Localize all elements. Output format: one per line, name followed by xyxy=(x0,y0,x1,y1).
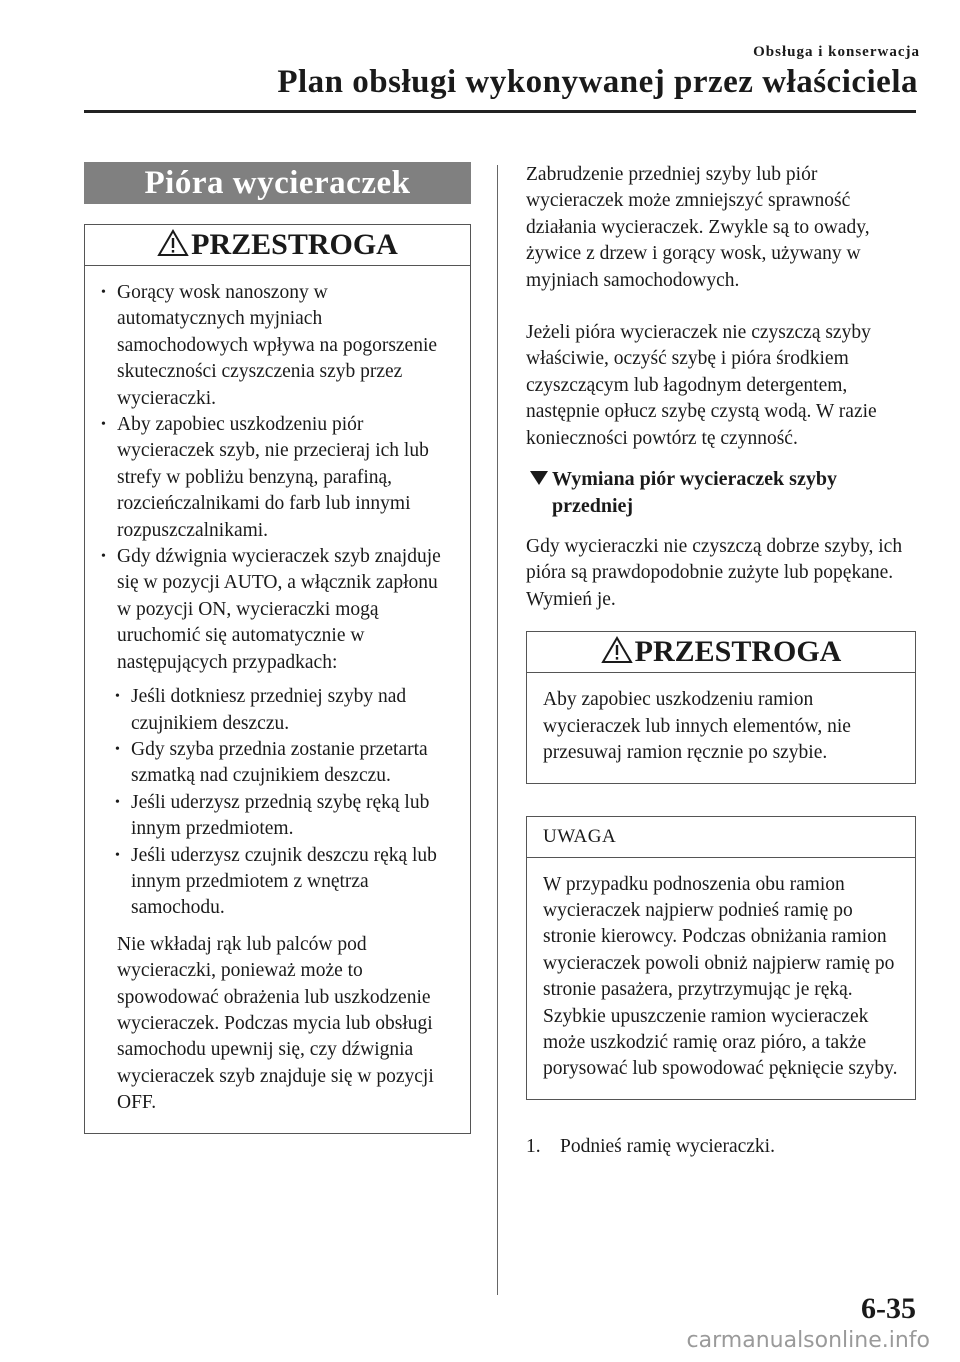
step-1 xyxy=(526,1134,916,1160)
caution-body xyxy=(85,266,470,1133)
caution-heading-text: PRZESTROGA xyxy=(191,228,398,261)
paragraph-replace: Gdy wycieraczki nie czyszczą dobrze szyby, ich pióra są prawdopodobnie zużyte lub popękane. xyxy=(526,536,903,584)
note-body: W przypadku podnoszenia obu ramion wycieraczek najpierw podnieś ramię po stronie kierowcy. Podczas obniżania ramion wycieraczek powoli obniż najpierw ramię po stronie pasażera, przytrzymując je ręką. Szybkie upuszczenie ramion wycieraczek może uszkodzić ramię oraz pióro, a także porysować lub spowodować pęknięcie szyby. xyxy=(543,873,898,1080)
warning-icon xyxy=(157,229,189,257)
caution-heading-2 xyxy=(527,632,915,673)
caution-bullet: • Gorący wosk nanoszony w automatycznych myjniach samochodowych wpływa na pogorszenie skuteczności czyszczenia szyb przez wycieraczki. xyxy=(101,280,456,412)
watermark: carmanualsonline.info xyxy=(686,1328,930,1353)
triangle-bullet-icon xyxy=(526,466,552,486)
paragraph-replace-short: Wymień je. xyxy=(526,588,616,610)
sub-bullet: • Gdy szyba przednia zostanie przetarta szmatką nad czujnikiem deszczu. xyxy=(115,737,456,790)
header-rule xyxy=(84,110,916,113)
caution-heading-text-2: PRZESTROGA xyxy=(634,635,842,669)
paragraph-cleaning: Jeżeli pióra wycieraczek nie czyszczą szyby właściwie, oczyść szybę i pióra środkiem czyszczącym lub łagodnym detergentem, następnie opłucz szybę czystą wodą. W razie konieczności powtórz tę czynność. xyxy=(526,322,877,449)
step-text: Podnieś ramię wycieraczki. xyxy=(560,1135,775,1157)
step-number: 1. xyxy=(526,1135,541,1157)
page-header xyxy=(0,0,960,120)
sub-bullet: • Jeśli dotkniesz przedniej szyby nad czujnikiem deszczu. xyxy=(115,684,456,737)
sub-bullet: • Jeśli uderzysz czujnik deszczu ręką lub innym przedmiotem z wnętrza samochodu. xyxy=(115,843,456,922)
section-title: Pióra wycieraczek xyxy=(84,162,471,204)
caution-bullet: • Aby zapobiec uszkodzeniu piór wycieraczek szyb, nie przecieraj ich lub strefy w pobliżu benzyną, parafiną, rozcieńczalnikami do farb lub innymi rozpuszczalnikami. xyxy=(101,412,456,544)
warning-icon xyxy=(601,636,633,664)
sub-bullet-list xyxy=(115,684,456,922)
caution-box-2 xyxy=(526,631,916,783)
subheading xyxy=(526,466,916,520)
note-box xyxy=(526,816,916,1100)
right-column xyxy=(526,162,916,1160)
caution-closing: Nie wkładaj rąk lub palców pod wycieraczki, ponieważ może to spowodować obrażenia lub uszkodzenie wycieraczek. Podczas mycia lub obsługi samochodu upewnij się, czy dźwignia wycieraczek szyb znajduje się w pozycji OFF. xyxy=(117,933,434,1114)
sub-bullet: • Jeśli uderzysz przednią szybę ręką lub innym przedmiotem. xyxy=(115,790,456,843)
page-number: 6-35 xyxy=(861,1292,916,1325)
note-heading: UWAGA xyxy=(527,817,915,858)
column-divider xyxy=(497,165,498,1295)
caution-heading xyxy=(85,225,470,266)
caution-bullet: • Gdy dźwignia wycieraczek szyb znajduje się w pozycji AUTO, a włącznik zapłonu w pozycji ON, wycieraczki mogą uruchomić się automatycznie w następujących przypadkach: xyxy=(101,544,456,676)
paragraph-dirt: Zabrudzenie przedniej szyby lub piór wycieraczek może zmniejszyć sprawność działania wycieraczek. Zwykle są to owady, żywice z drzew i gorący wosk, używany w myjniach samochodowych. xyxy=(526,164,870,291)
chapter-title: Obsługa i konserwacja xyxy=(753,44,920,60)
caution-body-2: Aby zapobiec uszkodzeniu ramion wycieraczek lub innych elementów, nie przesuwaj ramion ręcznie po szybie. xyxy=(543,689,851,764)
left-column xyxy=(84,162,471,1134)
subheading-text: Wymiana piór wycieraczek szyby przedniej xyxy=(552,468,837,518)
caution-box xyxy=(84,224,471,1134)
page-title: Plan obsługi wykonywanej przez właściciela xyxy=(277,64,918,100)
